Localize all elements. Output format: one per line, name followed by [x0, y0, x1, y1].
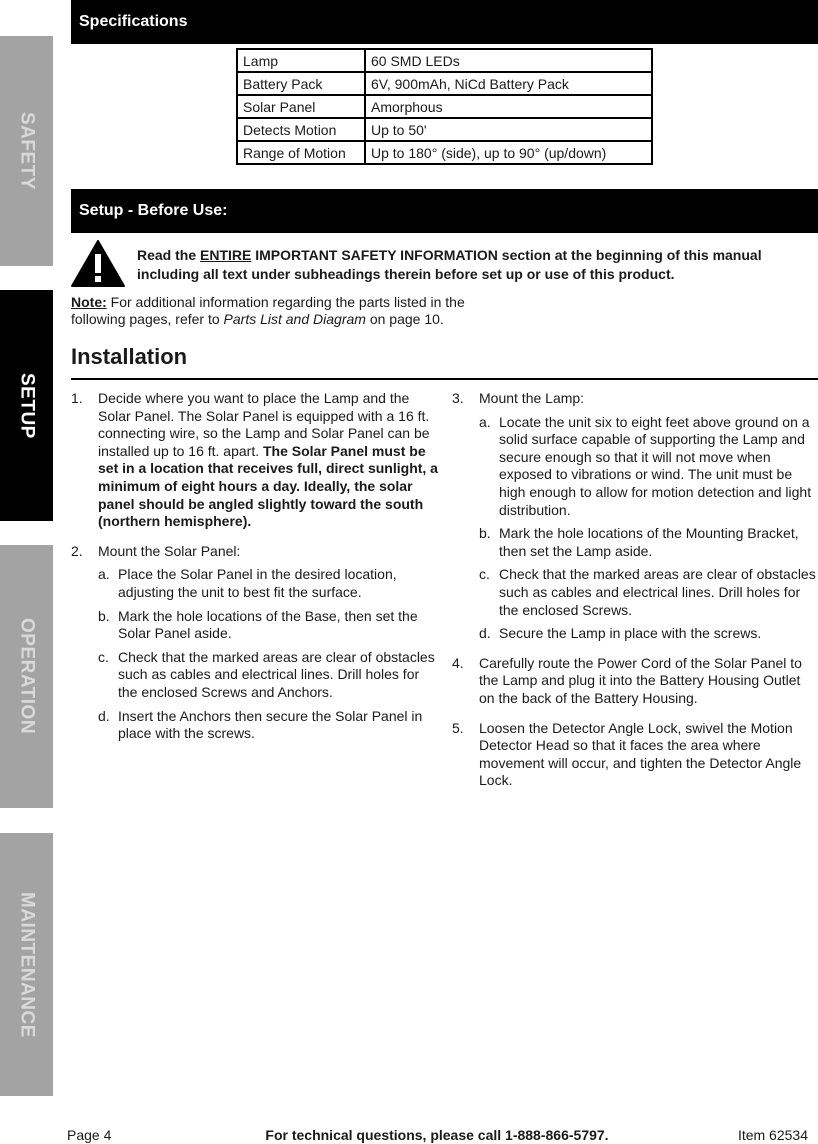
- sub-item: d. Insert the Anchors then secure the Solar Panel in place with the screws.: [98, 707, 423, 742]
- sub-item: b. Mark the hole locations of the Base, then set the Solar Panel aside.: [98, 607, 418, 642]
- page-number: Page 4: [67, 1127, 112, 1143]
- tab-safety: SAFETY: [0, 36, 53, 266]
- warning-text: Read the ENTIRE IMPORTANT SAFETY INFORMATION section at the beginning of this manual including all text under subheadings therein before set up or use of this product.: [137, 247, 762, 282]
- list-item: 2. Mount the Solar Panel: a. Place the Solar Panel in the desired location, adjusting the unit to best fit the surface. b. Mark the hole locations of the Base, then set the Solar Panel aside. c. Check that the marked areas are clear of obstacles such as cables and electrical lines. Drill holes for the enclosed Screws and Anchors. d. Insert the Anchors then secure the Solar Panel in place with the screws.: [71, 543, 441, 743]
- table-row: Battery Pack 6V, 900mAh, NiCd Battery Pack: [237, 72, 652, 95]
- table-row: Range of Motion Up to 180° (side), up to 90° (up/down): [237, 141, 652, 164]
- sub-item: d. Secure the Lamp in place with the screws.: [479, 625, 762, 642]
- list-item: 5. Loosen the Detector Angle Lock, swivel the Motion Detector Head so that it faces the area where movement will occur, and tighten the Detector Angle Lock.: [452, 719, 802, 789]
- installation-heading: Installation: [71, 344, 188, 369]
- list-item: 3. Mount the Lamp: a. Locate the unit six to eight feet above ground on a solid surface capable of supporting the Lamp and secure enough so that it will not move when exposed to vibrations or wind. The unit must be high enough to allow for motion detection and light distribution. b. Mark the hole locations of the Mounting Bracket, then set the Lamp aside. c. Check that the marked areas are clear of obstacles such as cables and electrical lines. Drill holes for the enclosed Screws. d. Secure the Lamp in place with the screws.: [452, 390, 818, 643]
- sub-item: c. Check that the marked areas are clear of obstacles such as cables and electrical lines. Drill holes for the enclosed Screws.: [479, 566, 816, 618]
- installation-left-column: [71, 390, 441, 755]
- installation-right-column: [452, 390, 818, 802]
- list-item: 1. Decide where you want to place the Lamp and the Solar Panel. The Solar Panel is equipped with a 16 ft. connecting wire, so the Lamp and Solar Panel can be installed up to 16 ft. apart. The Solar Panel must be set in a location that receives full, direct sunlight, a minimum of eight hours a day. Ideally, the solar panel should be angled slightly toward the south (northern hemisphere).: [71, 390, 438, 530]
- table-row: Detects Motion Up to 50': [237, 118, 652, 141]
- list-item: 4. Carefully route the Power Cord of the Solar Panel to the Lamp and plug it into the Battery Housing Outlet on the back of the Battery Housing.: [452, 654, 802, 706]
- sub-item: a. Locate the unit six to eight feet above ground on a solid surface capable of supporting the Lamp and secure enough so that it will not move when exposed to vibrations or wind. The unit must be high enough to allow for motion detection and light distribution.: [479, 413, 812, 518]
- setup-heading: Setup - Before Use:: [71, 189, 818, 233]
- tab-operation: OPERATION: [0, 545, 53, 808]
- sub-item: c. Check that the marked areas are clear of obstacles such as cables and electrical lines. Drill holes for the enclosed Screws and Anchors.: [98, 648, 435, 700]
- table-row: Solar Panel Amorphous: [237, 95, 652, 118]
- item-number: Item 62534: [737, 1127, 808, 1143]
- specifications-heading: Specifications: [71, 0, 818, 44]
- tab-maintenance: MAINTENANCE: [0, 833, 53, 1096]
- sub-item: a. Place the Solar Panel in the desired location, adjusting the unit to best fit the surface.: [98, 566, 397, 600]
- warning-triangle-icon: [71, 240, 125, 288]
- divider: [71, 378, 818, 380]
- tab-setup: SETUP: [0, 290, 53, 521]
- table-row: Lamp 60 SMD LEDs: [237, 49, 652, 72]
- support-phone: For technical questions, please call 1-888-866-5797.: [265, 1127, 609, 1143]
- specifications-table: [236, 48, 653, 165]
- note: Note: For additional information regarding the parts listed in the following pages, refer to Parts List and Diagram on page 10.: [71, 294, 465, 327]
- sub-item: b. Mark the hole locations of the Mounting Bracket, then set the Lamp aside.: [479, 525, 799, 559]
